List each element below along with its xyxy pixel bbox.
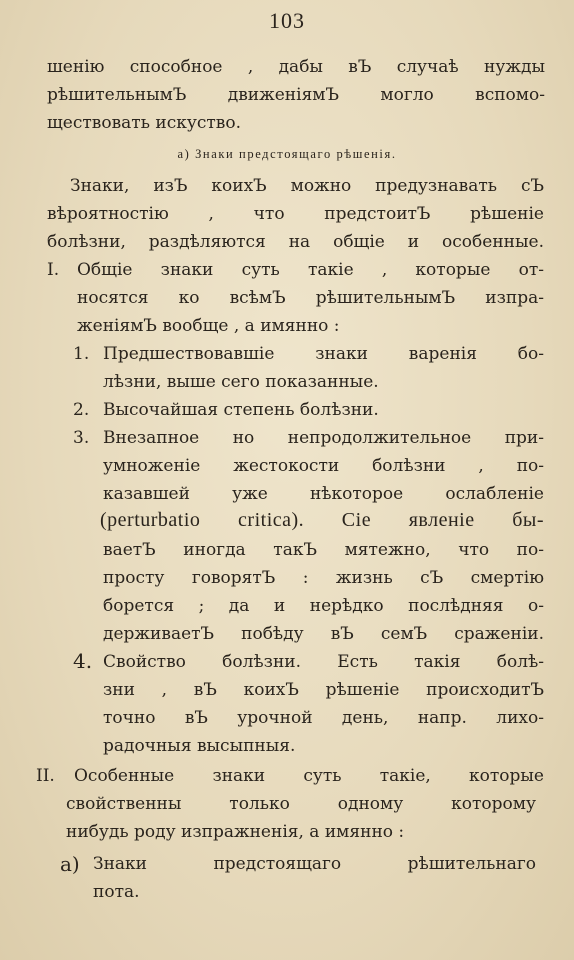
text-line: ществовать искуство.: [47, 113, 241, 133]
list-item-line: точно вЪ урочной день, напр. лихо-: [103, 708, 544, 728]
list-item-line: (perturbatio critica). Сіе явленіе бы-: [100, 509, 544, 531]
paragraph-line: Знаки, изЪ коихЪ можно предузнавать сЪ: [70, 176, 544, 196]
list-item-line: умноженіе жестокости болѣзни , по-: [103, 456, 544, 476]
list-item-line: казавшей уже нѣкоторое ослабленіе: [103, 484, 544, 504]
list-item-line: ваетЪ иногда такЪ мятежно, что по-: [103, 540, 544, 560]
list-item-line: Высочайшая степень болѣзни.: [103, 400, 379, 420]
list-marker: I.: [47, 260, 60, 280]
text-line: рѣшительнымЪ движеніямЪ могло вспомо-: [47, 85, 545, 105]
list-item-line: зни , вЪ коихЪ рѣшеніе происходитЪ: [103, 680, 544, 700]
list-item-line: Предшествовавшіе знаки варенія бо-: [103, 344, 544, 364]
list-marker: 2.: [73, 400, 90, 420]
list-marker: 4.: [73, 649, 93, 673]
paragraph-line: болѣзни, раздѣляются на общіе и особенные.: [47, 232, 544, 252]
paragraph-line: вѣроятностію , что предстоитЪ рѣшеніе: [47, 204, 544, 224]
list-marker: II.: [36, 766, 55, 786]
list-item-line: пота.: [93, 882, 140, 902]
list-line: Общіе знаки суть такіе , которые от-: [77, 260, 544, 280]
list-item-line: лѣзни, выше сего показанные.: [103, 372, 379, 392]
list-item-line: Внезапное но непродолжительное при-: [103, 428, 544, 448]
list-marker: а): [60, 852, 80, 876]
list-item-line: Свойство болѣзни. Есть такія болѣ-: [103, 652, 544, 672]
list-item-line: Знаки предстоящаго рѣшительнаго: [93, 854, 536, 874]
list-line: женіямЪ вообще , а имянно :: [77, 316, 340, 336]
list-line: Особенные знаки суть такіе, которые: [74, 766, 544, 786]
list-marker: 3.: [73, 428, 90, 448]
text-line: шенію способное , дабы вЪ случаѣ нужды: [47, 57, 545, 77]
list-marker: 1.: [73, 344, 90, 364]
list-item-line: просту говорятЪ : жизнь сЪ смертію: [103, 568, 544, 588]
list-item-line: держиваетЪ побѣду вЪ семЪ сраженіи.: [103, 624, 544, 644]
list-item-line: борется ; да и нерѣдко послѣдняя о-: [103, 596, 544, 616]
section-heading: а) Знаки предстоящаго рѣшенія.: [177, 147, 397, 161]
list-line: свойственны только одному которому: [66, 794, 536, 814]
list-line: нибудь роду изпражненія, а имянно :: [66, 822, 405, 842]
list-line: носятся ко всѣмЪ рѣшительнымЪ изпра-: [77, 288, 544, 308]
list-item-line: радочныя высыпныя.: [103, 736, 296, 756]
page-number: 103: [269, 8, 305, 33]
